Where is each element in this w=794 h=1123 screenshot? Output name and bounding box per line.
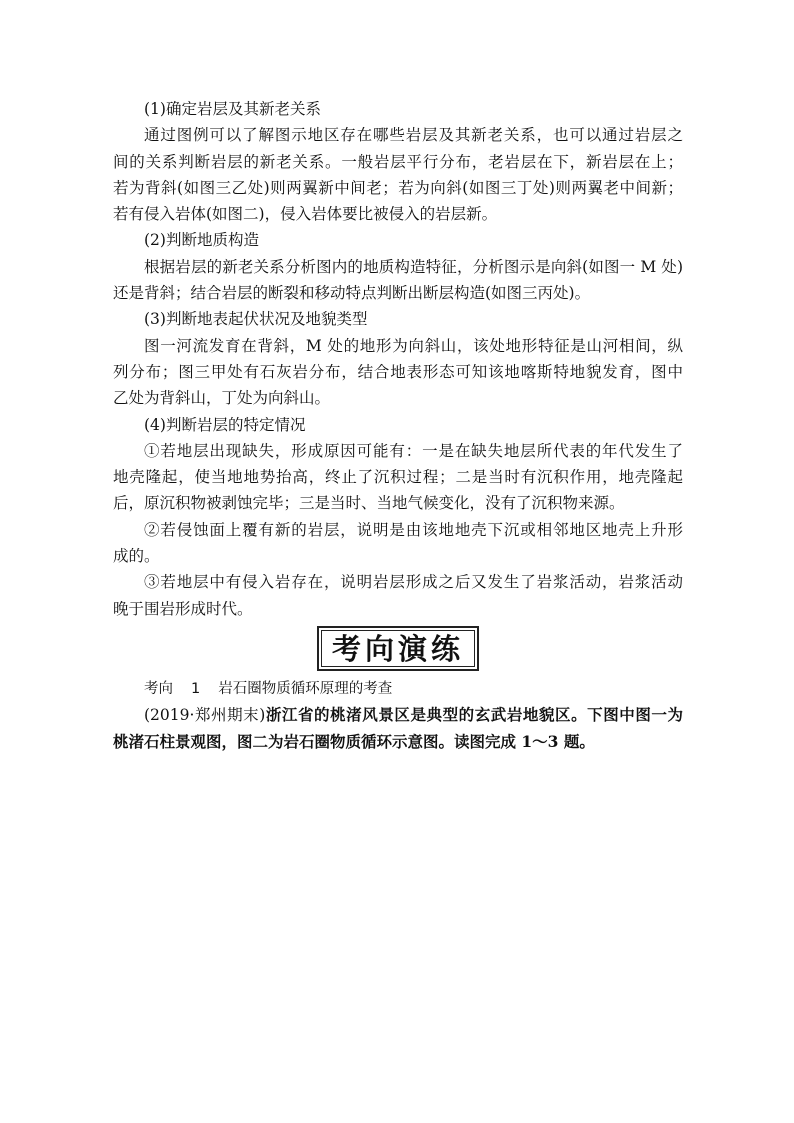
paragraph-line: 还是背斜；结合岩层的断裂和移动特点判断出断层构造(如图三丙处)。 bbox=[113, 284, 591, 303]
question-stem-line: 桃渚石柱景观图，图二为岩石圈物质循环示意图。读图完成 1～3 题。 bbox=[113, 731, 595, 751]
paragraph-line: 通过图例可以了解图示地区存在哪些岩层及其新老关系，也可以通过岩层之 bbox=[144, 126, 683, 145]
paragraph-line: 列分布；图三甲处有石灰岩分布，结合地表形态可知该地喀斯特地貌发育，图中 bbox=[113, 362, 683, 381]
question-tag-number: 1 bbox=[191, 680, 201, 697]
question-stem-line bbox=[113, 702, 683, 728]
paragraph-line: 若为背斜(如图三乙处)则两翼新中间老；若为向斜(如图三丁处)则两翼老中间新； bbox=[113, 178, 683, 197]
paragraph-line: 乙处为背斜山，丁处为向斜山。 bbox=[113, 389, 331, 408]
paragraph-line: 地壳隆起，使当地地势抬高，终止了沉积过程；二是当时有沉积作用，地壳隆起 bbox=[113, 468, 683, 487]
question-source: (2019·郑州期末) bbox=[144, 706, 266, 725]
paragraph-line: 根据岩层的新老关系分析图内的地质构造特征，分析图示是向斜(如图一 M 处) bbox=[144, 257, 683, 276]
paragraph-line: ③若地层中有侵入岩存在，说明岩层形成之后又发生了岩浆活动，岩浆活动 bbox=[144, 573, 683, 592]
question-tag bbox=[113, 676, 683, 702]
banner-frame bbox=[317, 626, 479, 671]
paragraph-line: 图一河流发育在背斜，M 处的地形为向斜山，该处地形特征是山河相间，纵 bbox=[144, 336, 683, 355]
paragraph-line: 间的关系判断岩层的新老关系。一般岩层平行分布，老岩层在下，新岩层在上； bbox=[113, 152, 683, 171]
section-heading-2: (2)判断地质构造 bbox=[144, 231, 259, 250]
section-heading-3: (3)判断地表起伏状况及地貌类型 bbox=[144, 310, 368, 329]
document-page bbox=[113, 96, 683, 755]
paragraph-line: 成的。 bbox=[113, 547, 160, 566]
paragraph-line: ②若侵蚀面上覆有新的岩层，说明是由该地地壳下沉或相邻地区地壳上升形 bbox=[144, 520, 683, 539]
paragraph-line: 晚于围岩形成时代。 bbox=[113, 599, 253, 618]
banner-container bbox=[113, 624, 683, 674]
paragraph-line: ①若地层出现缺失，形成原因可能有：一是在缺失地层所代表的年代发生了 bbox=[144, 441, 683, 460]
section-heading-1: (1)确定岩层及其新老关系 bbox=[144, 100, 321, 118]
question-tag-title: 岩石圈物质循环原理的考查 bbox=[218, 680, 393, 697]
banner-title: 考向演练 bbox=[321, 630, 475, 667]
paragraph-line: 若有侵入岩体(如图二)，侵入岩体要比被侵入的岩层新。 bbox=[113, 205, 498, 224]
question-tag-label: 考向 bbox=[144, 680, 173, 697]
section-heading-4: (4)判断岩层的特定情况 bbox=[144, 415, 306, 434]
paragraph-line: 后，原沉积物被剥蚀完毕；三是当时、当地气候变化，没有了沉积物来源。 bbox=[113, 494, 625, 513]
question-stem-text: 浙江省的桃渚风景区是典型的玄武岩地貌区。下图中图一为 bbox=[265, 705, 683, 725]
